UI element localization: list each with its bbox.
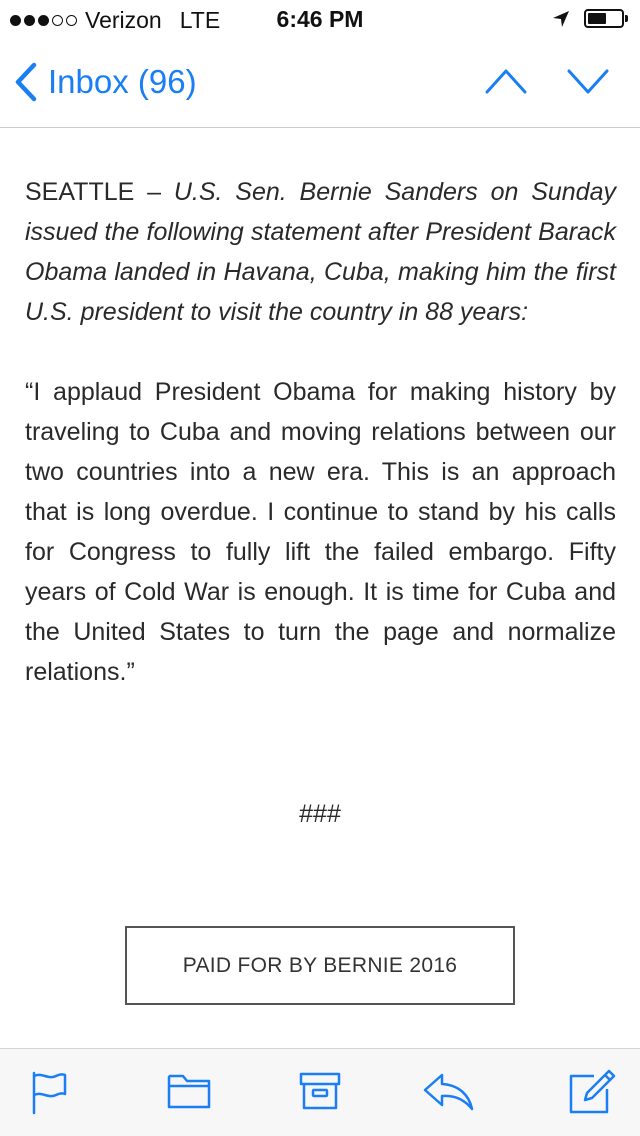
status-bar (0, 0, 640, 40)
chevron-left-icon (14, 62, 38, 102)
compose-icon[interactable] (568, 1069, 616, 1115)
battery-fill (588, 13, 606, 24)
message-navigation (484, 66, 610, 96)
chevron-down-icon[interactable] (566, 66, 610, 96)
flag-icon[interactable] (30, 1071, 68, 1115)
status-time: 6:46 PM (276, 6, 364, 32)
chevron-up-icon[interactable] (484, 66, 528, 96)
battery-body (584, 9, 624, 28)
email-body (25, 172, 616, 692)
dateline: SEATTLE – (25, 178, 174, 206)
folder-icon[interactable] (167, 1071, 211, 1111)
intro-statement: U.S. Sen. Bernie Sanders on Sunday issued the following statement after President Barack Obama landed in Havana, Cuba, making him the first U.S. president to visit the country in 88 years: (25, 178, 616, 326)
end-mark: ### (299, 800, 341, 828)
carrier-name: Verizon (85, 7, 162, 33)
reply-icon[interactable] (422, 1071, 474, 1111)
bottom-toolbar (0, 1048, 640, 1136)
battery-cap (625, 15, 628, 22)
archive-icon[interactable] (299, 1071, 341, 1111)
status-right (552, 9, 628, 28)
quote-paragraph: “I applaud President Obama for making history by traveling to Cuba and moving relations between our two countries into a new era. This is an approach that is long overdue. I continue to stand by his calls for Congress to fully lift the failed embargo. Fifty years of Cold War is enough. It is time for Cuba and the United States to turn the page and normalize relations.” (25, 378, 616, 686)
back-to-inbox-button[interactable] (14, 62, 197, 102)
paid-for-box: PAID FOR BY BERNIE 2016 (125, 926, 515, 1005)
nav-bar (0, 40, 640, 128)
back-button-label: Inbox (96) (48, 63, 197, 100)
battery-icon (584, 9, 628, 28)
paragraph-gap (25, 332, 616, 372)
network-type: LTE (179, 7, 221, 33)
intro-paragraph (25, 172, 616, 332)
location-arrow-icon (552, 10, 570, 28)
